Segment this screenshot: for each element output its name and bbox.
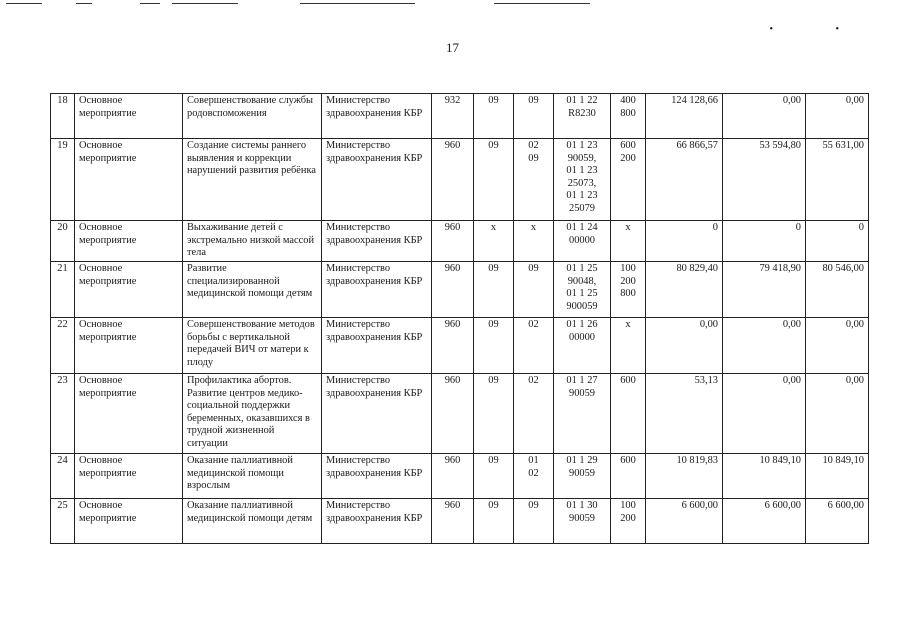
target-article-code-cell: 01 1 24 00000 [554, 221, 611, 262]
amount-year3-cell: 0,00 [806, 318, 869, 374]
subsection-code-cell: 02 [514, 318, 554, 374]
amount-year1-cell: 6 600,00 [646, 499, 723, 544]
grbs-code-cell: 960 [432, 454, 474, 499]
subsection-code-cell: 09 [514, 94, 554, 139]
row-number-cell: 20 [51, 221, 75, 262]
expense-type-code-cell: 100 200 800 [611, 262, 646, 318]
activity-name-cell: Выхаживание детей с экстремально низкой массой тела [183, 221, 322, 262]
grbs-code-cell: 932 [432, 94, 474, 139]
activity-type-cell: Основное мероприятие [75, 221, 183, 262]
subsection-code-cell: х [514, 221, 554, 262]
amount-year3-cell: 55 631,00 [806, 139, 869, 221]
grbs-code-cell: 960 [432, 221, 474, 262]
section-code-cell: 09 [474, 262, 514, 318]
amount-year2-cell: 53 594,80 [723, 139, 806, 221]
section-code-cell: 09 [474, 454, 514, 499]
activity-name-cell: Оказание паллиативной медицинской помощи взрослым [183, 454, 322, 499]
amount-year2-cell: 0,00 [723, 374, 806, 454]
grbs-code-cell: 960 [432, 139, 474, 221]
amount-year3-cell: 10 849,10 [806, 454, 869, 499]
amount-year2-cell: 6 600,00 [723, 499, 806, 544]
amount-year2-cell: 0 [723, 221, 806, 262]
executor-cell: Министерство здравоохранения КБР [322, 262, 432, 318]
activity-name-cell: Совершенствование службы родовспоможения [183, 94, 322, 139]
amount-year3-cell: 0 [806, 221, 869, 262]
table-row [51, 139, 869, 221]
activity-name-cell: Создание системы раннего выявления и коррекции нарушений развития ребёнка [183, 139, 322, 221]
amount-year1-cell: 0,00 [646, 318, 723, 374]
activity-type-cell: Основное мероприятие [75, 499, 183, 544]
table-row [51, 374, 869, 454]
amount-year2-cell: 10 849,10 [723, 454, 806, 499]
target-article-code-cell: 01 1 25 90048, 01 1 25 900059 [554, 262, 611, 318]
section-code-cell: 09 [474, 318, 514, 374]
executor-cell: Министерство здравоохранения КБР [322, 318, 432, 374]
table-row [51, 499, 869, 544]
activity-type-cell: Основное мероприятие [75, 262, 183, 318]
subsection-code-cell: 01 02 [514, 454, 554, 499]
subsection-code-cell: 09 [514, 499, 554, 544]
program-activities-table [50, 93, 869, 544]
executor-cell: Министерство здравоохранения КБР [322, 221, 432, 262]
activity-type-cell: Основное мероприятие [75, 139, 183, 221]
expense-type-code-cell: 600 [611, 454, 646, 499]
page-number: 17 [446, 40, 459, 55]
amount-year2-cell: 79 418,90 [723, 262, 806, 318]
expense-type-code-cell: 100 200 [611, 499, 646, 544]
amount-year1-cell: 80 829,40 [646, 262, 723, 318]
executor-cell: Министерство здравоохранения КБР [322, 139, 432, 221]
row-number-cell: 22 [51, 318, 75, 374]
row-number-cell: 21 [51, 262, 75, 318]
target-article-code-cell: 01 1 22 R8230 [554, 94, 611, 139]
section-code-cell: х [474, 221, 514, 262]
section-code-cell: 09 [474, 94, 514, 139]
amount-year3-cell: 0,00 [806, 374, 869, 454]
expense-type-code-cell: 400 800 [611, 94, 646, 139]
expense-type-code-cell: 600 200 [611, 139, 646, 221]
activity-name-cell: Оказание паллиативной медицинской помощи детям [183, 499, 322, 544]
section-code-cell: 09 [474, 374, 514, 454]
activity-type-cell: Основное мероприятие [75, 374, 183, 454]
subsection-code-cell: 02 09 [514, 139, 554, 221]
grbs-code-cell: 960 [432, 318, 474, 374]
activity-type-cell: Основное мероприятие [75, 318, 183, 374]
executor-cell: Министерство здравоохранения КБР [322, 94, 432, 139]
target-article-code-cell: 01 1 23 90059, 01 1 23 25073, 01 1 23 25079 [554, 139, 611, 221]
grbs-code-cell: 960 [432, 499, 474, 544]
row-number-cell: 19 [51, 139, 75, 221]
grbs-code-cell: 960 [432, 262, 474, 318]
table-row [51, 454, 869, 499]
executor-cell: Министерство здравоохранения КБР [322, 499, 432, 544]
activity-name-cell: Развитие специализированной медицинской помощи детям [183, 262, 322, 318]
amount-year3-cell: 6 600,00 [806, 499, 869, 544]
executor-cell: Министерство здравоохранения КБР [322, 374, 432, 454]
scan-artifact-lines [0, 0, 905, 10]
amount-year1-cell: 53,13 [646, 374, 723, 454]
row-number-cell: 24 [51, 454, 75, 499]
activity-name-cell: Совершенствование методов борьбы с вертикальной передачей ВИЧ от матери к плоду [183, 318, 322, 374]
amount-year1-cell: 10 819,83 [646, 454, 723, 499]
target-article-code-cell: 01 1 30 90059 [554, 499, 611, 544]
amount-year3-cell: 80 546,00 [806, 262, 869, 318]
row-number-cell: 18 [51, 94, 75, 139]
subsection-code-cell: 02 [514, 374, 554, 454]
table-row [51, 94, 869, 139]
amount-year3-cell: 0,00 [806, 94, 869, 139]
section-code-cell: 09 [474, 499, 514, 544]
amount-year1-cell: 124 128,66 [646, 94, 723, 139]
amount-year2-cell: 0,00 [723, 94, 806, 139]
activity-name-cell: Профилактика абортов. Развитие центров медико-социальной поддержки беременных, оказавшихся в трудной жизненной ситуации [183, 374, 322, 454]
executor-cell: Министерство здравоохранения КБР [322, 454, 432, 499]
target-article-code-cell: 01 1 26 00000 [554, 318, 611, 374]
scan-artifact-dots: • • [769, 24, 869, 35]
activity-type-cell: Основное мероприятие [75, 94, 183, 139]
section-code-cell: 09 [474, 139, 514, 221]
target-article-code-cell: 01 1 29 90059 [554, 454, 611, 499]
table-row [51, 221, 869, 262]
activity-type-cell: Основное мероприятие [75, 454, 183, 499]
subsection-code-cell: 09 [514, 262, 554, 318]
amount-year1-cell: 0 [646, 221, 723, 262]
table-row [51, 262, 869, 318]
row-number-cell: 25 [51, 499, 75, 544]
row-number-cell: 23 [51, 374, 75, 454]
expense-type-code-cell: х [611, 221, 646, 262]
grbs-code-cell: 960 [432, 374, 474, 454]
table-row [51, 318, 869, 374]
expense-type-code-cell: х [611, 318, 646, 374]
amount-year2-cell: 0,00 [723, 318, 806, 374]
target-article-code-cell: 01 1 27 90059 [554, 374, 611, 454]
amount-year1-cell: 66 866,57 [646, 139, 723, 221]
expense-type-code-cell: 600 [611, 374, 646, 454]
